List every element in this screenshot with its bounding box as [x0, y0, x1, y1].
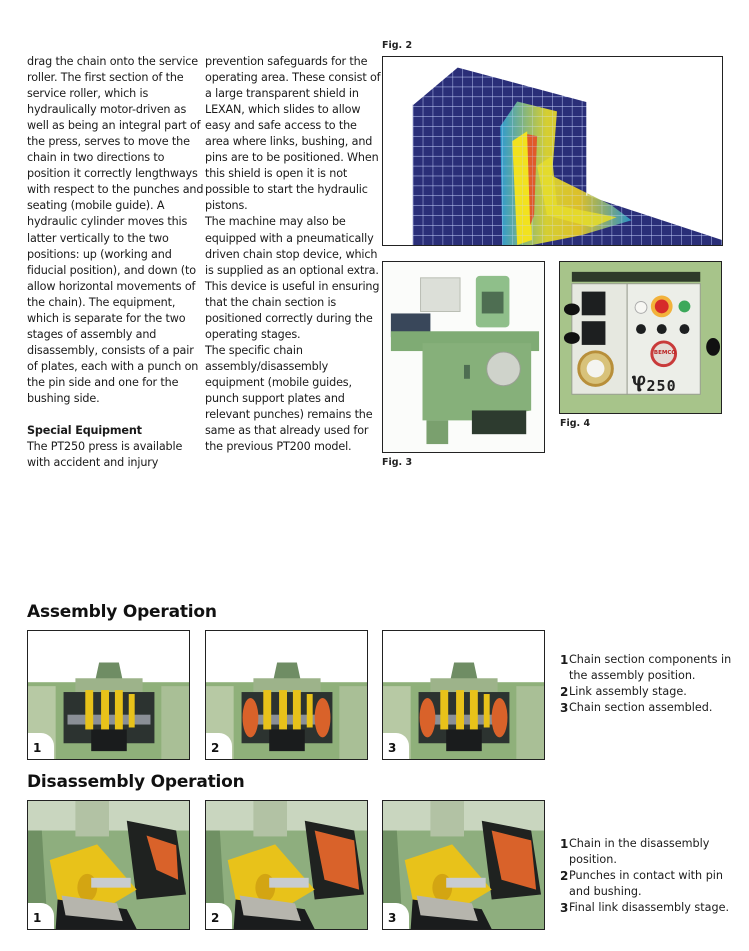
text-column-middle — [205, 54, 383, 455]
disassembly-photo-3 — [382, 800, 545, 930]
body-paragraph: The specific chain assembly/disassembly equipment (mobile guides, punch support plates and relevant punches) remains the same as that already used for the previous PT200 model. — [205, 343, 373, 454]
assembly-legend — [560, 652, 740, 716]
assembly-section-title: Assembly Operation — [27, 602, 217, 622]
disassembly-section-title: Disassembly Operation — [27, 772, 245, 792]
assembly-photo-1 — [27, 630, 190, 760]
legend-number: 1 — [560, 653, 569, 667]
assembly-photo-3 — [382, 630, 545, 760]
assembly-photo-2 — [205, 630, 368, 760]
legend-text: Chain section components in the assembly position. — [569, 653, 732, 682]
panel-model-label: Ⳡ250 — [632, 372, 677, 397]
step-number-badge: 1 — [28, 903, 54, 929]
fig3-caption: Fig. 3 — [382, 457, 413, 468]
fem-mesh-graphic — [383, 57, 722, 245]
panel-model-suffix: 250 — [646, 377, 677, 395]
legend-item — [560, 900, 740, 916]
legend-item — [560, 652, 740, 684]
hydraulic-unit-graphic — [383, 262, 544, 452]
step-number-badge: 1 — [28, 733, 54, 759]
legend-number: 3 — [560, 901, 569, 915]
legend-text: Link assembly stage. — [569, 685, 687, 698]
fig2-fem-image — [382, 56, 723, 246]
legend-text: Punches in contact with pin and bushing. — [569, 869, 724, 898]
fig2-caption: Fig. 2 — [382, 40, 413, 51]
legend-item — [560, 700, 740, 716]
legend-text: Chain section assembled. — [569, 701, 713, 714]
legend-text: Chain in the disassembly position. — [569, 837, 710, 866]
text-column-left — [27, 54, 205, 471]
legend-item — [560, 684, 740, 700]
fig3-hydraulic-unit-image — [382, 261, 545, 453]
legend-number: 1 — [560, 837, 569, 851]
legend-number: 3 — [560, 701, 569, 715]
body-paragraph: drag the chain onto the service roller. The first section of the service roller, which is hydraulically motor-driven as well as being an integral part of the press, serves to move the chain in two directions to position it correctly lengthways with respect to the punches and seating (mobile guide). A hydraulic cylinder moves this latter vertically to the two positions: up (working and fiducial position), and down (to allow horizontal movements of the chain). The equipment, which is separate for the two stages of assembly and disassembly, consists of a pair of plates, each with a punch on the pin side and one for the bushing side. — [27, 55, 204, 405]
legend-text: Final link disassembly stage. — [569, 901, 730, 914]
disassembly-photo-1 — [27, 800, 190, 930]
fig4-caption: Fig. 4 — [560, 418, 591, 429]
special-equipment-heading: Special Equipment — [27, 424, 142, 438]
step-number-badge: 2 — [206, 903, 232, 929]
legend-item — [560, 868, 740, 900]
step-number-badge: 3 — [383, 733, 409, 759]
body-paragraph: The PT250 press is available with accident and injury — [27, 440, 183, 470]
disassembly-legend — [560, 836, 740, 916]
legend-number: 2 — [560, 685, 569, 699]
body-paragraph: The machine may also be equipped with a pneumatically driven chain stop device, which is supplied as an optional extra. This device is useful in ensuring that the chain section is positioned correctly during the operating stages. — [205, 215, 380, 341]
legend-number: 2 — [560, 869, 569, 883]
fig4-control-panel-image — [559, 261, 722, 414]
step-number-badge: 3 — [383, 903, 409, 929]
step-number-badge: 2 — [206, 733, 232, 759]
legend-item — [560, 836, 740, 868]
panel-brand-label: BEMCO — [653, 350, 677, 356]
body-paragraph: prevention safeguards for the operating area. These consist of a large transparent shield in LEXAN, which slides to allow easy and safe access to the area where links, bushing, and pins are to be positioned. When this shield is open it is not possible to start the hydraulic pistons. — [205, 55, 381, 213]
disassembly-photo-2 — [205, 800, 368, 930]
